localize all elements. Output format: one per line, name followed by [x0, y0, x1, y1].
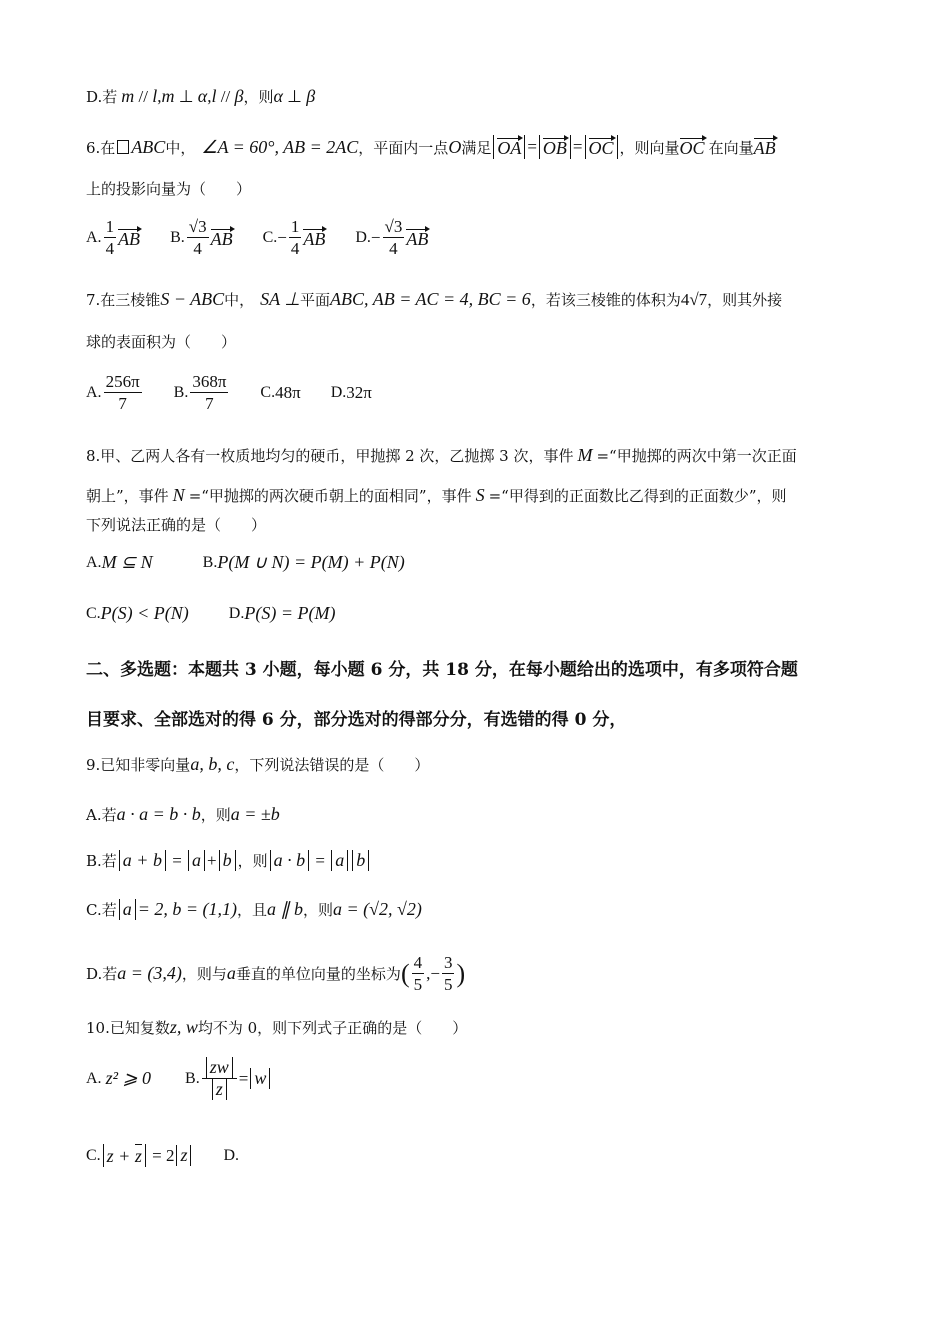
vector-ab: AB: [118, 226, 140, 250]
sign: −: [277, 227, 287, 247]
vector-ab: AB: [406, 226, 428, 250]
var-beta: β: [234, 86, 244, 106]
vector-oc: OC: [589, 135, 614, 159]
q9-option-a: [86, 804, 280, 825]
event-s: S: [475, 485, 485, 505]
section-heading: 二、多选题：本题共 3 小题，每小题 6 分，共 18 分，在每小题给出的选项中，有多项符合题: [86, 660, 798, 680]
q6-options: [86, 216, 428, 259]
q10-options-ab: A. z² ⩾ 0 B. $\frac{zw}{z}$ = w: [86, 1057, 272, 1100]
option-a-label: A.: [86, 383, 102, 401]
q5-option-d: D.若 m // l , m ⊥ α , l // β ，则 α ⊥ β: [86, 86, 316, 106]
q6-stem: 6.在 ABC 中， ∠A = 60°, AB = 2AC ，平面内一点 O 满足 OA = OB = OC ，则向量 OC 在向量 AB: [86, 136, 776, 158]
condition: ABC, AB = AC = 4, BC = 6: [330, 289, 531, 309]
text: 7.在三棱锥: [86, 291, 161, 309]
text: 均不为 0，则下列式子正确的是（ ）: [197, 1019, 468, 1037]
q6-stem-line2: [86, 178, 251, 199]
triangle-name: ABC: [131, 136, 166, 157]
event-n: N: [172, 485, 185, 505]
option-c-label: C.: [86, 1146, 101, 1164]
result: a = (√2, √2): [333, 899, 422, 919]
q8-options-ab: [86, 552, 405, 573]
option-c-label: C.: [262, 228, 278, 246]
fraction: $\frac{368\pi}{7}$: [192, 372, 227, 413]
q10-stem: [86, 1017, 467, 1038]
vector-ab: AB: [211, 226, 233, 250]
text: 垂直的单位向量的坐标为: [235, 965, 401, 983]
fraction: $\frac{256\pi}{7}$: [105, 372, 140, 413]
sign: −: [370, 227, 381, 247]
q9-stem: [86, 754, 429, 775]
text: ，若该三棱锥的体积为: [530, 291, 681, 309]
option-d-value: 32π: [346, 382, 372, 402]
condition: a = (3,4): [117, 963, 182, 983]
q7-stem-line2: [86, 331, 236, 352]
option-c-label: C.: [260, 383, 276, 401]
vector-oc: OC: [680, 135, 705, 159]
text: 朝上”，事件: [86, 487, 169, 505]
option-c-label: C.若: [86, 901, 117, 919]
vector-oa: OA: [497, 135, 521, 159]
fraction: $\frac{√3}{4}$: [384, 217, 403, 258]
coefficient: 2: [165, 1145, 175, 1165]
option-d-label: D.: [228, 604, 245, 622]
q8-stem-line2: [86, 485, 787, 506]
var-alpha: α: [197, 86, 208, 106]
text: ，则向量: [619, 138, 680, 157]
text: 在向量: [708, 138, 754, 157]
option-a-label: A.: [86, 553, 102, 571]
text: =“甲得到的正面数比乙得到的正面数少”，则: [488, 487, 787, 505]
text: =“甲抛掷的两次中第一次正面: [596, 447, 797, 465]
q10-options-cd: C. z + z = 2 z D.: [86, 1145, 240, 1166]
option-c-label: C.: [86, 604, 101, 622]
option-a-label: A.若: [86, 806, 117, 824]
text: ，且: [237, 901, 268, 919]
question-number: 6.在: [86, 138, 116, 157]
vectors: a, b, c: [190, 754, 235, 774]
condition: ∠A = 60°, AB = 2AC: [201, 136, 359, 157]
result: a = ±b: [230, 804, 280, 824]
text: 平面: [300, 291, 331, 309]
vector-ab: AB: [754, 135, 776, 159]
option-c-expr: P(S) < P(N): [100, 603, 189, 623]
solid-name: S − ABC: [160, 289, 225, 309]
vector-ab: AB: [303, 226, 325, 250]
triangle-symbol-icon: [117, 140, 129, 154]
fraction: $\frac{zw}{z}$: [202, 1057, 237, 1100]
option-a-expr: z² ⩾ 0: [105, 1068, 152, 1088]
vector-ob: OB: [543, 135, 567, 159]
text: ，平面内一点: [358, 138, 449, 157]
text: =“甲抛掷的两次硬币朝上的面相同”，事件: [188, 487, 472, 505]
option-label: D.若: [86, 88, 118, 106]
q8-stem-line3: [86, 514, 266, 535]
parallel-condition: a ∥ b: [267, 899, 304, 919]
option-a-label: A.: [86, 1069, 102, 1087]
text: ，则与: [181, 965, 227, 983]
section-heading-line2: 目要求、全部选对的得 6 分，部分选对的得部分分，有选错的得 0 分，: [86, 710, 627, 730]
option-a-label: A.: [86, 228, 102, 246]
q8-stem-line1: [86, 445, 797, 466]
text: ，则: [237, 852, 268, 870]
q9-option-d: D.若 a = (3,4) ，则与 a 垂直的单位向量的坐标为 ( $\frac{4}{5}$ ,− $\frac{3}{5}$ ): [86, 953, 466, 994]
fraction: $\frac{3}{5}$: [443, 953, 453, 994]
text: 9.已知非零向量: [86, 756, 191, 774]
text: 下列说法正确的是（ ）: [86, 516, 267, 534]
condition: SA ⊥: [260, 289, 301, 309]
text: ，则: [243, 88, 274, 106]
option-c-value: 48π: [275, 382, 301, 402]
text: ，则其外接: [707, 291, 783, 309]
volume-value: 4√7: [680, 289, 708, 309]
text: ，则: [200, 806, 231, 824]
text: 满足: [461, 138, 492, 157]
q7-stem: [86, 289, 782, 310]
option-d-label: D.: [330, 383, 347, 401]
option-a-expr: M ⊆ N: [101, 552, 153, 572]
text: 球的表面积为（ ）: [86, 333, 237, 351]
text: 中，: [165, 138, 196, 157]
fraction: $\frac{1}{4}$: [105, 217, 115, 258]
text: ，下列说法错误的是（ ）: [234, 756, 430, 774]
vector-a: a: [226, 963, 236, 983]
condition: = 2, b = (1,1): [137, 899, 237, 919]
q8-options-cd: [86, 603, 335, 624]
option-b-label: B.: [170, 228, 185, 246]
fraction: $\frac{4}{5}$: [413, 953, 423, 994]
text: 10.已知复数: [86, 1019, 170, 1037]
q7-options: [86, 371, 372, 414]
option-d-label: D.: [355, 228, 371, 246]
fraction: $\frac{1}{4}$: [290, 217, 300, 258]
var-m: m: [121, 86, 135, 106]
var-l: l: [152, 86, 158, 106]
option-b-rhs: w: [250, 1068, 270, 1089]
text: ，则: [303, 901, 334, 919]
point-o: O: [448, 136, 462, 157]
option-b-label: B.: [185, 1069, 200, 1087]
option-b-label: B.: [202, 553, 218, 571]
option-d-expr: P(S) = P(M): [244, 603, 336, 623]
option-d-label: D.若: [86, 965, 118, 983]
option-d-label: D.: [223, 1146, 240, 1164]
variables: z, w: [169, 1017, 198, 1037]
text: 上的投影向量为（ ）: [86, 180, 252, 198]
text: 中，: [224, 291, 255, 309]
condition: a · a = b · b: [116, 804, 201, 824]
event-m: M: [577, 445, 593, 465]
option-b-expr: P(M ∪ N) = P(M) + P(N): [217, 552, 405, 572]
q9-option-b: B.若 a + b = a + b ，则 a · b = a b: [86, 850, 371, 871]
text: 8.甲、乙两人各有一枚质地均匀的硬币，甲抛掷 2 次，乙抛掷 3 次，事件: [86, 447, 574, 465]
option-b-label: B.: [173, 383, 189, 401]
option-b-label: B.若: [86, 852, 117, 870]
q9-option-c: C.若 a = 2, b = (1,1) ，且 a ∥ b ，则 a = (√2, √2): [86, 899, 422, 919]
fraction: $\frac{√3}{4}$: [188, 217, 207, 258]
